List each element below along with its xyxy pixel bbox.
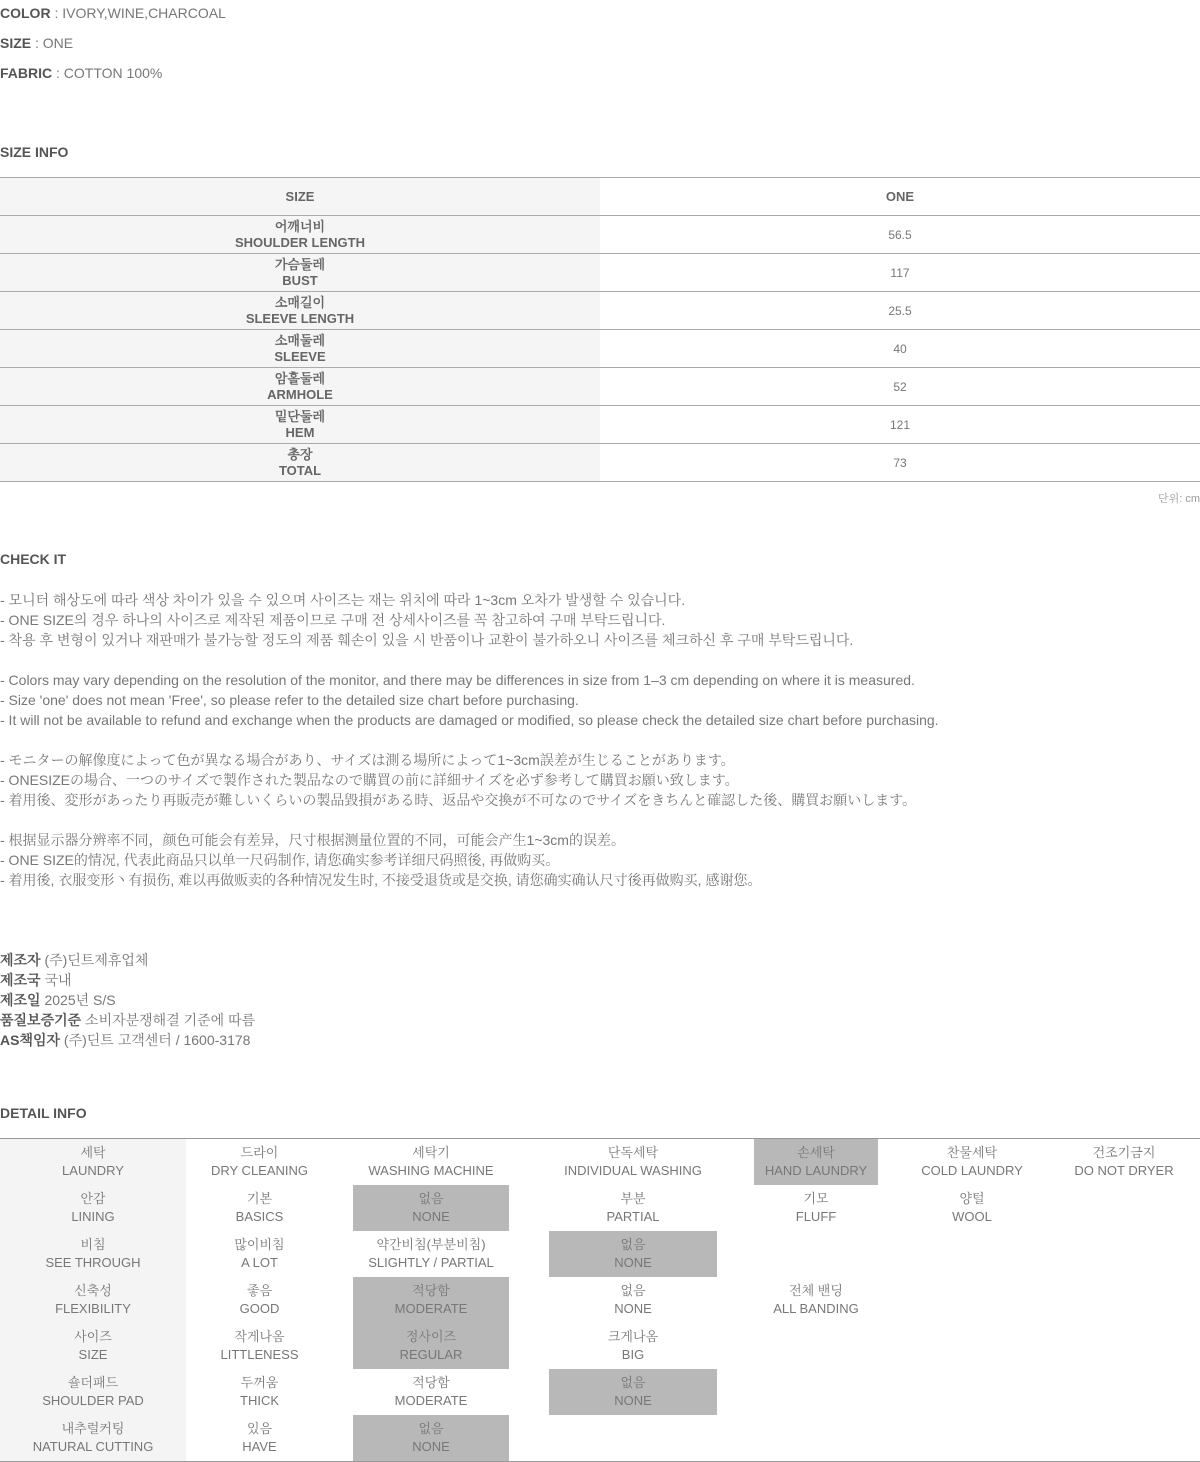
detail-row [0, 1231, 1200, 1277]
detail-option [186, 1415, 333, 1461]
maker-info-value: 2025년 S/S [40, 992, 116, 1008]
size-measure-value: 52 [893, 379, 907, 394]
detail-option-selected [353, 1185, 509, 1231]
spec-key: COLOR [0, 5, 51, 21]
detail-ko: 약간비침(부분비침) [376, 1237, 486, 1252]
detail-ko: 부분 [620, 1191, 646, 1206]
detail-row [0, 1139, 1200, 1185]
detail-option-selected [353, 1323, 509, 1369]
size-table-row [0, 254, 1200, 292]
maker-info-line [0, 1030, 255, 1050]
detail-ko: 드라이 [240, 1145, 279, 1160]
detail-en: THICK [240, 1393, 279, 1408]
detail-en: NONE [614, 1393, 652, 1408]
detail-option-selected [754, 1139, 878, 1185]
spec-size [0, 35, 73, 51]
size-measure-value: 117 [890, 265, 910, 280]
detail-option-selected [353, 1415, 509, 1461]
detail-option [754, 1277, 878, 1323]
detail-row-label [0, 1277, 186, 1323]
size-table [0, 177, 1200, 482]
detail-en: BASICS [235, 1209, 284, 1224]
spec-value: : IVORY,WINE,CHARCOAL [50, 5, 226, 21]
spacer [0, 730, 939, 750]
size-measure-value: 25.5 [888, 303, 912, 318]
spacer [0, 810, 939, 830]
maker-info-key: 제조일 [0, 992, 41, 1008]
maker-info [0, 950, 255, 1050]
detail-en: MODERATE [394, 1301, 468, 1316]
spec-key: FABRIC [0, 65, 53, 81]
detail-option [896, 1185, 1048, 1231]
detail-en: SEE THROUGH [45, 1255, 141, 1270]
detail-en: LINING [71, 1209, 115, 1224]
size-table-row [0, 292, 1200, 330]
detail-en: NONE [614, 1301, 652, 1316]
detail-option [754, 1185, 878, 1231]
detail-ko: 적당함 [412, 1375, 450, 1390]
check-it-line: - ONE SIZE的情况, 代表此商品只以单一尺码制作, 请您确实参考详细尺码照後, 再做购买。 [0, 852, 560, 868]
size-measure-label [0, 292, 600, 329]
size-measure-value: 40 [893, 341, 907, 356]
size-measure-label [0, 330, 600, 367]
size-measure-ko: 어깨너비 [274, 218, 326, 234]
detail-ko: 많이비침 [234, 1237, 285, 1252]
detail-en: LITTLENESS [220, 1347, 299, 1362]
detail-ko: 신축성 [74, 1283, 112, 1298]
detail-en: NONE [412, 1439, 450, 1454]
check-it-line: - 着用後、変形があったり再販売が難しいくらいの製品毀損がある時、返品や交換が不可なのでサイズをきちんと確認した後、購買お願いします。 [0, 792, 917, 808]
maker-info-key: 제조국 [0, 972, 41, 988]
maker-info-line [0, 990, 255, 1010]
detail-ko: 세탁 [80, 1145, 106, 1160]
size-measure-en: ARMHOLE [267, 386, 333, 402]
detail-en: DRY CLEANING [210, 1163, 309, 1178]
size-table-row [0, 330, 1200, 368]
size-table-row [0, 406, 1200, 444]
detail-option [549, 1277, 717, 1323]
detail-option [1048, 1139, 1200, 1185]
detail-en: SHOULDER PAD [42, 1393, 144, 1408]
detail-option-selected [549, 1231, 717, 1277]
detail-ko: 기모 [803, 1191, 829, 1206]
spec-key: SIZE [0, 35, 32, 51]
detail-en: PARTIAL [606, 1209, 660, 1224]
detail-ko: 기본 [246, 1191, 273, 1206]
detail-ko: 양털 [959, 1191, 985, 1206]
size-measure-value: 121 [889, 417, 911, 432]
detail-en: A LOT [241, 1255, 278, 1270]
detail-en: ALL BANDING [773, 1301, 859, 1316]
size-measure-ko: 소매길이 [274, 294, 326, 310]
size-measure-en: SLEEVE [274, 348, 326, 364]
check-it-line: - ONESIZEの場合、一つのサイズで製作された製品なので購買の前に詳細サイズを必ず参考して購買お願い致します。 [0, 772, 739, 788]
size-measure-en: BUST [282, 272, 318, 288]
check-it-title: CHECK IT [0, 551, 67, 567]
maker-info-key: AS책임자 [0, 1032, 61, 1048]
detail-row [0, 1277, 1200, 1323]
check-it-line: - モニターの解像度によって色が異なる場合があり、サイズは測る場所によって1~3cm誤差が生じることがあります。 [0, 752, 735, 768]
detail-en: NONE [412, 1209, 450, 1224]
size-measure-value: 56.5 [888, 227, 912, 242]
detail-option [186, 1277, 333, 1323]
maker-info-value: (주)딘트 고객센터 / 1600-3178 [60, 1032, 251, 1048]
detail-option [896, 1139, 1048, 1185]
detail-option [353, 1369, 509, 1415]
detail-en: NONE [614, 1255, 652, 1270]
detail-option [186, 1323, 333, 1369]
detail-row [0, 1415, 1200, 1461]
detail-en: HAVE [242, 1439, 277, 1454]
size-measure-label [0, 216, 600, 253]
detail-option [353, 1231, 509, 1277]
size-measure-en: SHOULDER LENGTH [235, 234, 365, 250]
check-it-line: - 착용 후 변형이 있거나 재판매가 불가능할 정도의 제품 훼손이 있을 시 반품이나 교환이 불가하오니 사이즈를 체크하신 후 구매 부탁드립니다. [0, 632, 854, 648]
size-table-row [0, 216, 1200, 254]
detail-row [0, 1323, 1200, 1369]
detail-ko: 숄더패드 [67, 1375, 119, 1390]
detail-info-title: DETAIL INFO [0, 1105, 87, 1121]
detail-en: COLD LAUNDRY [921, 1163, 1023, 1178]
detail-ko: 없음 [418, 1191, 444, 1206]
size-table-row [0, 444, 1200, 482]
size-measure-label [0, 368, 600, 405]
detail-option [549, 1139, 717, 1185]
detail-ko: 사이즈 [74, 1329, 112, 1344]
detail-en: NATURAL CUTTING [32, 1439, 154, 1454]
detail-ko: 있음 [246, 1421, 273, 1436]
detail-ko: 크게나옴 [607, 1329, 659, 1344]
detail-row [0, 1185, 1200, 1231]
maker-info-line [0, 1010, 255, 1030]
detail-en: LAUNDRY [62, 1163, 124, 1178]
detail-ko: 안감 [80, 1191, 106, 1206]
detail-ko: 없음 [418, 1421, 444, 1436]
size-measure-en: TOTAL [278, 462, 322, 478]
detail-row-label [0, 1415, 186, 1461]
detail-row-label [0, 1139, 186, 1185]
detail-en: GOOD [239, 1301, 280, 1316]
detail-ko: 세탁기 [412, 1145, 450, 1160]
detail-ko: 단독세탁 [607, 1145, 659, 1160]
detail-ko: 찬물세탁 [946, 1145, 998, 1160]
check-it-line: - 根据显示器分辨率不同，颜色可能会有差异，尺寸根据测量位置的不同，可能会产生1~3cm的误差。 [0, 832, 625, 848]
size-measure-ko: 가슴둘레 [274, 256, 326, 272]
detail-en: BIG [621, 1347, 645, 1362]
maker-info-value: (주)딘트제휴업체 [40, 952, 149, 968]
detail-en: FLEXIBILITY [55, 1301, 131, 1316]
detail-row-label [0, 1323, 186, 1369]
size-measure-ko: 총장 [287, 446, 313, 462]
size-measure-ko: 소매둘레 [274, 332, 326, 348]
size-measure-en: HEM [285, 424, 315, 440]
detail-en: WOOL [952, 1209, 992, 1224]
detail-ko: 없음 [620, 1237, 646, 1252]
detail-ko: 건조기금지 [1092, 1145, 1156, 1160]
detail-ko: 정사이즈 [405, 1329, 457, 1344]
detail-en: SIZE [78, 1347, 108, 1362]
spec-fabric [0, 65, 162, 81]
detail-ko: 비침 [80, 1237, 106, 1252]
check-it-line: - 모니터 해상도에 따라 색상 차이가 있을 수 있으며 사이즈는 재는 위치에 따라 1~3cm 오차가 발생할 수 있습니다. [0, 592, 686, 608]
spec-value: : COTTON 100% [52, 65, 163, 81]
maker-info-key: 품질보증기준 [0, 1012, 82, 1028]
detail-row [0, 1369, 1200, 1415]
size-measure-label [0, 444, 600, 481]
detail-option-selected [549, 1369, 717, 1415]
maker-info-line [0, 950, 255, 970]
detail-ko: 적당함 [412, 1283, 450, 1298]
detail-row-label [0, 1369, 186, 1415]
size-table-header [0, 178, 1200, 216]
size-measure-value: 73 [893, 455, 907, 470]
detail-ko: 내추럴커팅 [61, 1421, 125, 1436]
detail-ko: 손세탁 [797, 1145, 835, 1160]
size-unit: 단위: cm [1157, 493, 1200, 505]
maker-info-key: 제조자 [0, 952, 41, 968]
check-it-line: - It will not be available to refund and exchange when the products are damaged or modified, so please check the detailed size chart before purchasing. [0, 712, 939, 728]
size-header-value: ONE [885, 189, 915, 204]
detail-en: MODERATE [394, 1393, 468, 1408]
detail-option [549, 1185, 717, 1231]
detail-table [0, 1138, 1200, 1462]
detail-option [549, 1323, 717, 1369]
detail-ko: 두꺼움 [240, 1375, 279, 1390]
detail-option [186, 1369, 333, 1415]
size-measure-label [0, 254, 600, 291]
maker-info-value: 소비자분쟁해결 기준에 따름 [81, 1012, 256, 1028]
check-it-line: - ONE SIZE의 경우 하나의 사이즈로 제작된 제품이므로 구매 전 상세사이즈를 꼭 참고하여 구매 부탁드립니다. [0, 612, 666, 628]
detail-en: REGULAR [399, 1347, 463, 1362]
size-info-title: SIZE INFO [0, 144, 69, 160]
detail-option [186, 1231, 333, 1277]
spec-value: : ONE [31, 35, 74, 51]
size-measure-en: SLEEVE LENGTH [245, 310, 355, 326]
detail-en: DO NOT DRYER [1074, 1163, 1174, 1178]
maker-info-value: 국내 [40, 972, 72, 988]
detail-ko: 없음 [620, 1283, 646, 1298]
spec-color [0, 5, 226, 21]
detail-row-label [0, 1231, 186, 1277]
size-table-row [0, 368, 1200, 406]
detail-ko: 작게나옴 [234, 1329, 285, 1344]
detail-en: FLUFF [795, 1209, 837, 1224]
size-measure-label [0, 406, 600, 443]
detail-row-label [0, 1185, 186, 1231]
size-header-label: SIZE [0, 178, 600, 215]
spacer [0, 650, 939, 670]
check-it-notes [0, 590, 939, 890]
detail-option [186, 1185, 333, 1231]
maker-info-line [0, 970, 255, 990]
size-measure-ko: 암홀둘레 [274, 370, 326, 386]
detail-en: HAND LAUNDRY [764, 1163, 868, 1178]
check-it-line: - Colors may vary depending on the resolution of the monitor, and there may be differences in size from 1–3 cm depending on where it is measured. [0, 672, 915, 688]
check-it-line: - Size 'one' does not mean 'Free', so please refer to the detailed size chart before purchasing. [0, 692, 579, 708]
size-measure-ko: 밑단둘레 [274, 408, 326, 424]
detail-option [186, 1139, 333, 1185]
detail-ko: 전체 밴딩 [789, 1283, 843, 1298]
detail-en: WASHING MACHINE [368, 1163, 494, 1178]
check-it-line: - 着用後, 衣服变形丶有损伤, 难以再做贩卖的各种情况发生时, 不接受退货或是交换, 请您确实确认尺寸後再做购买, 感谢您。 [0, 872, 762, 888]
detail-ko: 없음 [620, 1375, 646, 1390]
detail-en: INDIVIDUAL WASHING [564, 1163, 702, 1178]
detail-option-selected [353, 1277, 509, 1323]
detail-en: SLIGHTLY / PARTIAL [368, 1255, 494, 1270]
detail-ko: 좋음 [246, 1283, 273, 1298]
detail-option [353, 1139, 509, 1185]
